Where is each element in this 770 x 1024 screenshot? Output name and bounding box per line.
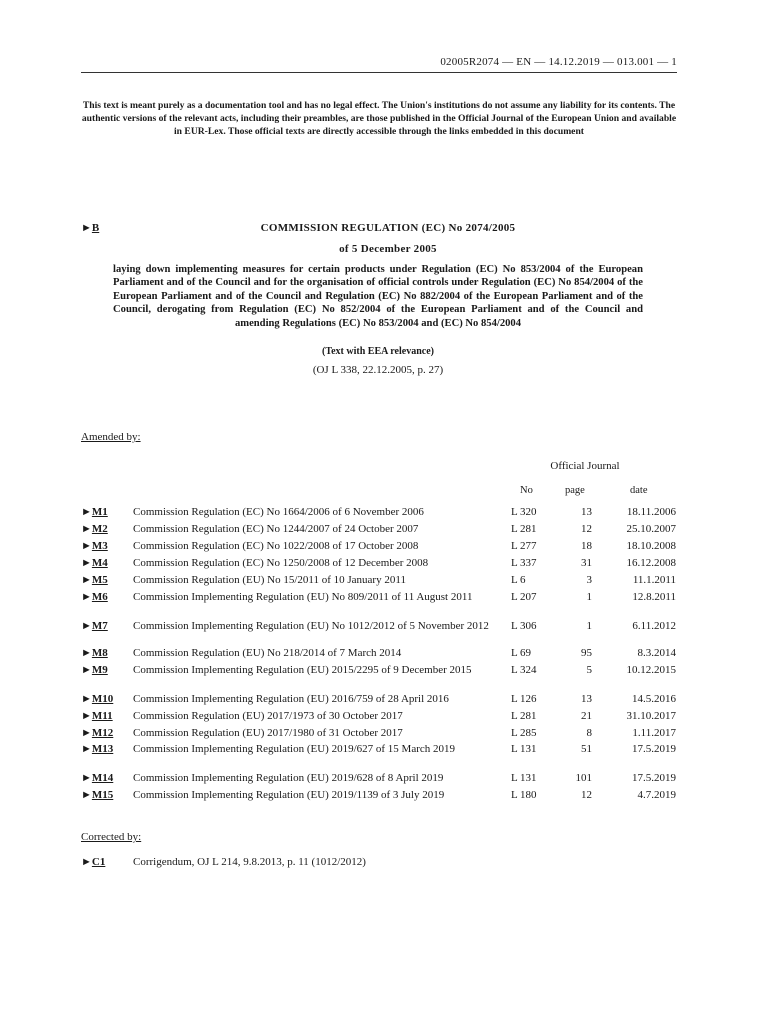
oj-page-cell: 31 (581, 557, 592, 569)
oj-date-cell: 10.12.2015 (626, 664, 676, 676)
column-header-page: page (565, 485, 585, 496)
oj-number-cell: L 131 (511, 743, 537, 755)
oj-number-cell: L 281 (511, 523, 537, 535)
oj-number-cell: L 180 (511, 789, 537, 801)
amendment-marker[interactable] (81, 772, 113, 784)
oj-page-cell: 95 (581, 647, 592, 659)
eea-relevance: (Text with EEA relevance) (322, 346, 434, 357)
amendment-text: Commission Regulation (EU) No 218/2014 of 7 March 2014 (133, 647, 402, 659)
amendment-marker[interactable] (81, 620, 108, 632)
oj-page-cell: 21 (581, 710, 592, 722)
arrow-marker-icon: ► (81, 727, 92, 739)
oj-page-cell: 5 (586, 664, 592, 676)
oj-date-cell: 8.3.2014 (637, 647, 676, 659)
oj-page-cell: 101 (575, 772, 592, 784)
oj-date-cell: 4.7.2019 (637, 789, 676, 801)
regulation-title: COMMISSION REGULATION (EC) No 2074/2005 (260, 222, 516, 234)
oj-number-cell: L 126 (511, 693, 537, 705)
correction-text: Corrigendum, OJ L 214, 9.8.2013, p. 11 (1012/2012) (133, 856, 366, 868)
oj-number-cell: L 69 (511, 647, 532, 659)
amendment-link[interactable]: M12 (91, 727, 114, 739)
arrow-marker-icon: ► (81, 772, 92, 784)
oj-page-cell: 12 (581, 789, 592, 801)
oj-number-cell: L 324 (511, 664, 537, 676)
regulation-description: laying down implementing measures for certain products under Regulation (EC) No 853/2004 of the European Parliament and of the Council and for the organisation of official controls under Regulation (EC) No 854/2004 of the European Parliament and of the Council and Regulation (EC) No 882/2004 of the European Parliament and of the Council, derogating from Regulation (EC) No 852/2004 of the European Parliament and of the Council and amending Regulations (EC) No 853/2004 and (EC) No 854/2004 (113, 264, 643, 329)
amendment-marker[interactable] (81, 789, 113, 801)
oj-number-cell: L 285 (511, 727, 537, 739)
oj-page-cell: 3 (586, 574, 592, 586)
amendment-text: Commission Implementing Regulation (EU) 2019/627 of 15 March 2019 (133, 743, 456, 755)
oj-page-cell: 8 (586, 727, 592, 739)
amendment-marker[interactable] (81, 540, 108, 552)
disclaimer-text: This text is meant purely as a documentation tool and has no legal effect. The Union's institutions do not assume any liability for its contents. The authentic versions of the relevant acts, including their preambles, are those published in the Official Journal of the European Union and available in EUR-Lex. Those official texts are directly accessible through the links embedded in this document (81, 100, 677, 137)
arrow-marker-icon: ► (81, 710, 92, 722)
amendment-link[interactable]: M7 (91, 620, 108, 632)
oj-date-cell: 12.8.2011 (632, 591, 676, 603)
amendment-link[interactable]: M14 (91, 772, 114, 784)
amendment-text: Commission Regulation (EU) No 15/2011 of 10 January 2011 (133, 574, 406, 586)
oj-page-cell: 13 (581, 693, 592, 705)
arrow-marker-icon: ► (81, 620, 92, 632)
amendment-text: Commission Implementing Regulation (EU) 2019/1139 of 3 July 2019 (133, 789, 445, 801)
oj-page-cell: 1 (586, 620, 592, 632)
oj-number-cell: L 337 (511, 557, 537, 569)
oj-reference: (OJ L 338, 22.12.2005, p. 27) (312, 364, 444, 376)
amendment-text: Commission Implementing Regulation (EU) 2019/628 of 8 April 2019 (133, 772, 444, 784)
arrow-marker-icon: ► (81, 506, 92, 518)
arrow-marker-icon: ► (81, 591, 92, 603)
arrow-marker-icon: ► (81, 664, 92, 676)
correction-marker[interactable] (81, 856, 105, 868)
arrow-marker-icon: ► (81, 523, 92, 535)
amendment-text: Commission Regulation (EU) 2017/1973 of 30 October 2017 (133, 710, 403, 722)
column-header-no: No (520, 485, 533, 496)
amendment-marker[interactable] (81, 574, 108, 586)
amendment-link[interactable]: M1 (91, 506, 108, 518)
amendment-marker[interactable] (81, 710, 113, 722)
amendment-link[interactable]: M5 (91, 574, 108, 586)
oj-date-cell: 18.11.2006 (626, 506, 676, 518)
oj-date-cell: 17.5.2019 (632, 743, 676, 755)
amendment-link[interactable]: M10 (91, 693, 114, 705)
regulation-date: of 5 December 2005 (339, 243, 437, 255)
official-journal-label: Official Journal (550, 460, 620, 472)
amendment-link[interactable]: M4 (91, 557, 108, 569)
oj-page-cell: 18 (581, 540, 592, 552)
amendment-text: Commission Regulation (EC) No 1664/2006 of 6 November 2006 (133, 506, 424, 518)
oj-date-cell: 11.1.2011 (632, 574, 676, 586)
amendment-marker[interactable] (81, 557, 108, 569)
arrow-marker-icon: ► (81, 540, 92, 552)
oj-date-cell: 18.10.2008 (626, 540, 676, 552)
oj-date-cell: 6.11.2012 (632, 620, 676, 632)
amendment-text: Commission Implementing Regulation (EU) No 1012/2012 of 5 November 2012 (133, 620, 489, 632)
arrow-marker-icon: ► (81, 743, 92, 755)
oj-number-cell: L 320 (511, 506, 537, 518)
oj-date-cell: 25.10.2007 (626, 523, 676, 535)
arrow-marker-icon: ► (81, 693, 92, 705)
amendment-link[interactable]: M6 (91, 591, 108, 603)
amendment-text: Commission Implementing Regulation (EU) No 809/2011 of 11 August 2011 (133, 591, 473, 603)
arrow-marker-icon: ► (81, 856, 92, 868)
oj-page-cell: 12 (581, 523, 592, 535)
amendment-marker[interactable] (81, 664, 108, 676)
oj-number-cell: L 306 (511, 620, 537, 632)
header-rule (81, 72, 677, 73)
amendment-link[interactable]: M8 (91, 647, 108, 659)
amendment-link[interactable]: M3 (91, 540, 108, 552)
amended-by-heading: Amended by: (81, 431, 141, 443)
oj-page-cell: 13 (581, 506, 592, 518)
oj-page-cell: 1 (586, 591, 592, 603)
amendment-marker[interactable] (81, 743, 113, 755)
oj-date-cell: 17.5.2019 (632, 772, 676, 784)
correction-link[interactable]: C1 (91, 856, 106, 868)
amendment-text: Commission Regulation (EC) No 1250/2008 of 12 December 2008 (133, 557, 429, 569)
amendment-link[interactable]: M15 (91, 789, 114, 801)
document-header: 02005R2074 — EN — 14.12.2019 — 013.001 — 1 (440, 56, 677, 68)
amendment-marker[interactable] (81, 506, 108, 518)
arrow-marker-icon: ► (81, 222, 92, 234)
amendment-text: Commission Regulation (EC) No 1022/2008 of 17 October 2008 (133, 540, 419, 552)
arrow-marker-icon: ► (81, 789, 92, 801)
amendment-text: Commission Implementing Regulation (EU) 2016/759 of 28 April 2016 (133, 693, 449, 705)
amendment-link[interactable]: M9 (91, 664, 108, 676)
oj-number-cell: L 207 (511, 591, 537, 603)
amendment-marker[interactable] (81, 523, 108, 535)
amendment-marker[interactable] (81, 693, 113, 705)
amendment-marker[interactable] (81, 591, 108, 603)
column-header-date: date (630, 485, 648, 496)
base-act-marker[interactable] (81, 222, 99, 234)
arrow-marker-icon: ► (81, 647, 92, 659)
base-act-link[interactable]: B (91, 222, 100, 234)
oj-number-cell: L 277 (511, 540, 537, 552)
arrow-marker-icon: ► (81, 574, 92, 586)
corrected-by-heading: Corrected by: (81, 831, 142, 843)
oj-date-cell: 31.10.2017 (626, 710, 676, 722)
oj-number-cell: L 6 (511, 574, 526, 586)
amendment-marker[interactable] (81, 727, 113, 739)
oj-number-cell: L 281 (511, 710, 537, 722)
amendment-link[interactable]: M13 (91, 743, 114, 755)
amendment-marker[interactable] (81, 647, 108, 659)
amendment-text: Commission Regulation (EU) 2017/1980 of 31 October 2017 (133, 727, 403, 739)
oj-date-cell: 14.5.2016 (632, 693, 676, 705)
arrow-marker-icon: ► (81, 557, 92, 569)
amendment-text: Commission Implementing Regulation (EU) 2015/2295 of 9 December 2015 (133, 664, 472, 676)
oj-date-cell: 16.12.2008 (626, 557, 676, 569)
oj-number-cell: L 131 (511, 772, 537, 784)
oj-page-cell: 51 (581, 743, 592, 755)
amendment-link[interactable]: M11 (91, 710, 113, 722)
amendment-text: Commission Regulation (EC) No 1244/2007 of 24 October 2007 (133, 523, 419, 535)
amendment-link[interactable]: M2 (91, 523, 108, 535)
oj-date-cell: 1.11.2017 (632, 727, 676, 739)
